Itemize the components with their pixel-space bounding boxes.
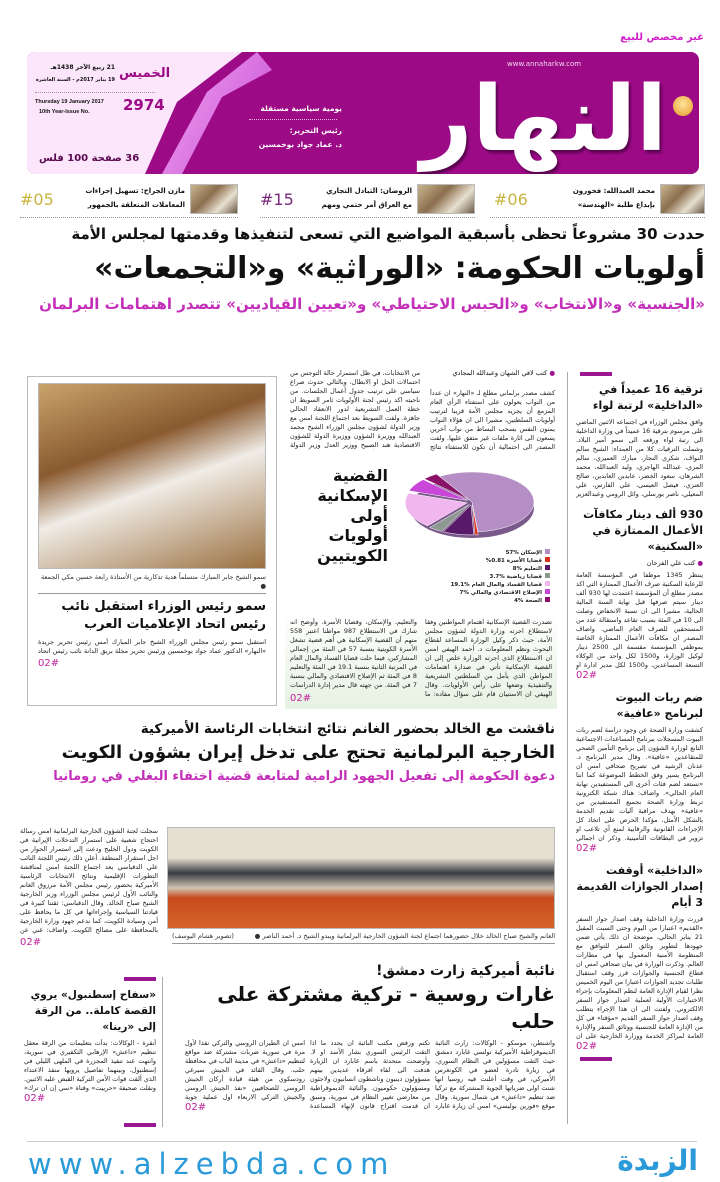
iran-story-ref[interactable]: 02# [20,937,42,948]
pie-slice-label: الإصلاح الاقتصادي والمالي %7 [459,590,542,596]
bullet-icon: ● [695,559,703,567]
istanbul-story-ref[interactable]: 02# [24,1093,46,1104]
right-story [576,690,703,855]
footer-logo: الزبدة [617,1144,698,1177]
pm-story-caption: سمو الشيخ جابر المبارك متسلماً هدية تذكارية من الأستاذة رابعة حسين مكي الجمعة ● [38,573,266,594]
masthead-english-date: Thursday 19 January 2017 [35,99,104,105]
caption-text: الغانم والشيخ صباح الخالد خلال حضورهما اجتماع لجنة الشؤون الخارجية البرلمانية ويبدو الشيخ د. أحمد الناصر [262,932,555,940]
pie-slice-label: قضايا الأسرة 0.81% [485,558,542,564]
masthead-hijri: 21 ربيع الآخر 1438هـ [50,64,115,71]
teasers-row [20,184,705,218]
syria-story [180,962,555,1137]
masthead-day: الخميس [119,66,171,81]
right-story-body: قررت وزارة الداخلية وقف اصدار جواز السفر «القديم» اعتبارا من اليوم وحتى السبت المقبل 21 يناير الحالي، موضحة ان ذلك يأتي ضمن جهودها لتطوير وثائق السفر للتوافق مع المنظومة الأمنية المعمول بها في مطارات العالم. وذكرت الوزارة في بيان صحافي امس ان قطاع الجنسية والجوازات قرر وقف استقبال طلبات تجديد الجوازات اعتبارا من اليوم الخميس نظرا لقيام الإدارة العامة لنظم المعلومات بإجراء الاختبارات الأولية لعملية اصدار جواز السفر الالكتروني. ولفتت الى ان هذا الإجراء يتطلب وقف اصدار جواز السفر القديم «مؤقتا» في كل من الإدارة العامة للجنسية ووثائق السفر والإدارة العامة لمراكز الخدمة ووزارة الخارجية على ان [576,915,703,1040]
pie-slice-label: الصحة %4 [514,598,542,604]
teaser-photo [190,184,238,214]
right-story-headline: ضم ربات البيوت لبرنامج «عافية» [615,691,703,720]
teaser-title: مازن الجراح: تسهيل إجراءات [85,187,185,195]
lead-body-col3: تصدرت القضية الإسكانية اهتمام المواطنين وفقا لاستطلاع اجرته وزارة الدولة لشؤون مجلس الأمة، حيث ذكر وكيل الوزارة المساعد لقطاع البحوث ونظم المعلومات د. أحمد الهيفي امس ان الاستطلاع الذي اجرته الوزارة خلص إلى ان القضية الإسكانية تأتي في صدارة اهتمامات المواطن الذي يأمل من السلطتين التشريعية والتنفيذية وضعها على رأس الأولويات. وقال الهيفي ان الاستبيان قام على سؤال مفاده: ما [425,618,552,698]
masthead-year-issue: 10th Year-Issue No. [39,109,90,115]
right-story-ref[interactable]: 02# [576,1041,598,1052]
teaser-photo [417,184,475,214]
teaser-page-ref: #06 [494,190,528,209]
lead-body-col2: من الانتخابات، في ظل استمرار حالة التوجس من احتمالات الحل او الابطال، وبالتالي حدوث صراع سياسي على ترتيب جدول أعمال الجلسات. من ناحيته اكد رئيس لجنة الأولويات ثامر السويط ان خطة العمل التشريعية لدور الانعقاد الحالي جاهزة. ولفت السويط بعد اجتماع اللجنة امس مع وزير الدولة لشؤون مجلس الوزراء الشيخ محمد العبدالله ووزيرة الشؤون ووزيرة الدولة للشؤون الاقتصادية هند الصبيح ووزير العدل وزير الدولة [290,369,420,449]
right-story-body: كشفت وزارة الصحة عن وجود دراسة لضم ربات البيوت المسجلات ببرنامج المساعدات الاجتماعية التابع لوزارة الشؤون إلى برنامج التأمين الصحي للمتقاعدين «عافية». وقال مدير البرنامج د. عدنان الرشيد في تصريح صحافي امس ان البرنامج يسير وفق الخطط الموضوعة كما اننا «نستعد لضم فئات أخرى الى المستفيدين نهاية العام الحالي». واضاف: هناك شبكة الكترونية تربط وزارة الصحة بجميع المستفيدين من «عافية» بهدف مراقبة آليات تقديم الخدمة بالشكل الأمثل، مؤكدا الحرص على اتخاذ كل الإجراءات القانونية والرقابية لمنع أي تلاعب او تزوير في البطاقات التأمينية. وذكر ان اجمالي [576,726,703,842]
masthead-editor-label: رئيس التحرير: [289,126,342,135]
byline-text: كتب علي الفرحان [646,559,696,567]
pie-slice-label: التعليم %8 [512,566,542,572]
masthead-url[interactable]: www.annaharkw.com [507,60,582,68]
lead-ref[interactable]: 02# [290,693,312,704]
infographic-title: القضية الإسكانية أولى أولويات الكويتيين [317,466,388,565]
lead-body-col4: والتعليم، والإسكان، وقضايا الأسرة. وأوضح انه شارك في الاستطلاع 987 مواطنا اعتبر 558 منهم أن القضية الإسكانية هي أهم قضية تشغل الأسرة الكويتية بنسبة 57 في المئة من إجمالي المشاركين، فيما حلت قضايا الفساد والمال العام في المرتبة الثانية بنسبة 19.1 في المئة والتعليم 8 في المئة ثم الإصلاح الاقتصادي والمالي بنسبة 7 في المئة. من جهته قال مدير إدارة الدراسات [290,618,417,689]
teaser-photo [660,184,705,214]
legend-swatch [545,589,550,594]
right-story-headline: ترقية 16 عميداً في «الداخلية» لرتبة لواء [592,383,703,412]
istanbul-story [20,977,163,1127]
pm-story-photo [38,383,266,569]
date-divider [35,92,155,93]
teaser-sub: بإبداع طلبة «الهندسة» [577,201,655,209]
infographic-pie-chart [392,460,555,610]
right-story-ref[interactable]: 02# [576,670,598,681]
lead-kicker: حددت 30 مشروعاً تحظى بأسبقية المواضيع التي تسعى لتنفيذها وقدمتها لمجلس الأمة [71,225,705,243]
syria-story-col3: امس ان الطيران الروسي والتركي نفذا لأول مرة في سورية ضربات مشتركة ضد مواقع لتنظيم «داعش» في مدينة الباب في محافظة حلب. وقال القائد في الجيش سيرغي رودسكوي من هيئة قيادة أركان الجيش الروسي للصحافيين «نفذ الجيش الروسي والجيش التركي الاربعاء اول عملية جوية [185,1039,305,1101]
right-story-ref[interactable]: 02# [576,843,598,854]
byline-text: كتب لافي الشهان وعبدالله المجادي [452,369,548,377]
legend-swatch [545,573,550,578]
lead-body-col1: كشف مصدر برلماني مطلع لـ «النهار» ان عدداً من النواب يعولون على استفتاء الرأي العام المزمع أن يجريه مجلس الأمة قريبا لترتيب أولويات السلطتين، مشيرا الى ان هؤلاء النواب يمنون النفس بسحب البساط من نواب آخرين يسعون الى اثارة ملفات غير متفق عليها. ولفت المصدر الى احتمالية أن تكون للاستفتاء نتائج [430,389,555,451]
right-story [576,863,703,1053]
iran-story-photo [167,827,555,929]
section-marker [580,372,612,376]
pie-slice-label: قضايا الفساد والمال العام %19.1 [450,582,542,588]
lead-byline [430,369,555,378]
pm-story-headline: سمو رئيس الوزراء استقبل نائب رئيس اتحاد الإعلاميات العرب [61,599,266,632]
masthead-gregorian: 19 يناير 2017م - السنة العاشرة [35,77,115,83]
iran-story-headline: الخارجية البرلمانية تحتج على تدخل إيران بشؤون الكويت [61,742,555,763]
masthead-logo: النهار [420,67,667,172]
masthead-tagline: يومية سياسية مستقلة [260,104,342,113]
teaser-item[interactable] [20,184,238,218]
teaser-sub: مع العراق أمر حتمي ومهم [321,201,412,209]
not-for-sale-note: غير مخصص للبيع [620,32,704,43]
syria-story-kicker: نائبة أميركية زارت دمشق! [376,963,555,979]
syria-story-headline: غارات روسية - تركية مشتركة على حلب [217,982,555,1033]
masthead-editor-name: د. عماد جواد بوخمسين [258,140,342,149]
legend-swatch [545,557,550,562]
syria-story-col1: واشنطن، موسكو - الوكالات: زارت النائبة الديموقراطية الأميركية تولسي غابارد دمشق حيث التقت مسؤولين في النظام السوري، في زيارة نادرة لعضو في الكونغرس الأميركي، في وقت أعلنت فيه روسيا انها شنت اولى ضرباتها الجوية المشتركة مع تركيا ضد تنظيم «داعش» في شمال سورية. وقال موقع «فورين بوليسي» امس ان زيارة غابارد [435,1039,555,1110]
pm-story-body: استقبل سمو رئيس مجلس الوزراء الشيخ جابر المبارك أمس رئيس تحرير جريدة «النهار» الدكتور عماد جواد بوخمسين ورئيس تحرير مجلة بريق الدانة نائب رئيس اتحاد [38,638,266,655]
legend-swatch [545,597,550,602]
lead-subhead: «الجنسية» و«الانتخاب» و«الحبس الاحتياطي» و«تعيين القياديين» تتصدر اهتمامات البرلمان [39,295,705,313]
iran-story-kicker: ناقشت مع الخالد بحضور الغانم نتائج انتخابات الرئاسة الأميركية [140,721,555,737]
syria-story-columns [180,1039,555,1114]
pie-slice-label: الإسكان %57 [505,550,542,556]
teaser-sub: المعاملات المتعلقة بالجمهور [87,201,185,209]
iran-story-body: سجلت لجنة الشؤون الخارجية البرلمانية امس رسالة احتجاج شعبية على استمرار التدخلات الإيرانية في الكويت ودول الخليج ودعت إلى استمرار الحوار من اجل استقرار المنطقة. أعلن ذلك رئيس اللجنة النائب علي الدقباسي بعد اجتماع اللجنة امس لمناقشة التطورات الإقليمية ونتائج الانتخابات الرئاسية الأميركية بحضور رئيس مجلس الأمة مرزوق الغانم والنائب الأول لرئيس مجلس الوزراء وزير الخارجية الشيخ صباح الخالد. وقال الدقباسي: ثقتنا كبيرة في قيادتنا السياسية وإجراءاتها في كل ما يحافظ على أمن وسيادة الكويت، كما ندعم جهود وزارة الخارجية بالمحافظة على مصالح الكويت. واضاف: غني عن [20,827,158,934]
legend-swatch [545,549,550,554]
right-story [576,382,703,499]
section-marker [124,1123,156,1127]
teaser-page-ref: #15 [260,190,294,209]
photo-credit: (تصوير هشام اليوسف) [172,932,234,940]
syria-story-col3-wrap [185,1039,305,1114]
right-story-byline [576,559,703,568]
pm-story [27,376,277,706]
teaser-page-ref: #05 [20,190,54,209]
syria-story-col2: تكتم ورفض مكتب النائبة ان يحدد ما اذا التقت الرئيس السوري بشار الأسد او لا. وأوضحت متحدثة باسم غابارد ان الزيارة هدفت الى لقاء افرقاء عديدين بينهم مسؤولون دينيون وناشطون انسانيون ولاجئون ومسؤولون حكوميون. والنائبة الديموقراطية من معارضي تغيير النظام في سورية، وسبق ان قدمت اقتراح قانون لإنهاء المساعدة [310,1039,430,1110]
teaser-item[interactable] [260,184,475,218]
footer-url[interactable]: www.alzebda.com [28,1147,396,1181]
masthead [27,52,699,174]
istanbul-story-headline: «سفاح إسطنبول» يروي القصة كاملة.. من الرقة إلى «رينا» [30,989,156,1033]
masthead-issue-number: 2974 [123,96,165,114]
section-marker [124,977,156,981]
teaser-title: الروضان: التبادل التجاري [326,187,412,195]
right-story-body: ينتظر 1345 موظفا في المؤسسة العامة للرعاية السكنية صرف الأعمال الممتازة التي اكد مصدر مطلع أن المؤسسة اعتمدت لها 930 ألف دينار سيتم صرفها قبل نهاية السنة المالية الحالية، مشيرا الى ان نسبة الانخفاض وصلت الى 10 في المئة بسبب تقاعد واستقالة عدد من المستحقين للصرف العام الماضي. واضاف المصدر ان مكافآت الأعمال الممتازة الخاصة بموظفي المؤسسة مقسمة الى 2500 دينار لوكيل الوزارة، و1500 لكل واحد من الوكلاء التسعة المساعدين، و1500 لكل مدير ادارة او [576,571,703,669]
istanbul-story-body: أنقرة - الوكالات: بدأت بتعليمات من الرقة معقل تنظيم «داعش» الإرهابي التكفيري في سورية، وانتهت عند تنفيذ المجزرة في الملهى الليلي في إسطنبول، وبينهما تفاصيل يرويها منفذ الاعتداء الذي ألقت قوات الأمن التركية القبض عليه الاثنين. ونقلت صحيفة «حرييت» وقناة «سي إن ان ترك» [24,1039,156,1092]
right-story-headline: «الداخلية» أوقفت إصدار الجوازات القديمة 3 أيام [576,864,703,909]
right-column [567,372,707,1124]
legend-swatch [545,565,550,570]
teaser-item[interactable] [490,184,705,218]
lead-headline-block [20,224,705,364]
pm-story-ref[interactable]: 02# [38,658,60,669]
tagline-divider [249,119,337,120]
sun-emblem-icon [673,96,693,116]
bullet-icon: ● [547,369,555,377]
right-story-headline: 930 ألف دينار مكافآت الأعمال الممتازة في «السكنية» [583,508,703,553]
iran-story-caption: (تصوير هشام اليوسف) الغانم والشيخ صباح الخالد خلال حضورهما اجتماع لجنة الشؤون الخارجية البرلمانية ويبدو الشيخ د. أحمد الناصر ● [172,932,555,944]
pie-slice-label: قضايا رياضية %3.7 [489,574,542,580]
teaser-title: محمد العبدالله: فخورون [572,187,655,195]
caption-text: سمو الشيخ جابر المبارك متسلماً هدية تذكارية من الأستاذة رابعة حسين مكي الجمعة [40,573,266,581]
section-marker [580,1057,612,1061]
footer-divider [27,1141,697,1142]
lead-headline: أولويات الحكومة: «الوراثية» و«التجمعات» [94,251,705,286]
masthead-price: 36 صفحة 100 فلس [39,153,140,164]
right-story [576,507,703,682]
iran-story-headings [20,720,555,824]
syria-story-ref[interactable]: 02# [185,1102,207,1113]
right-story-body: وافق مجلس الوزراء في اجتماعه الاثنين الماضي على مرسوم بترقية 16 عميداً في وزارة الداخلية الى رتبة لواء ورفعه الى سمو أمير البلاد. وشملت الترقيات كلا من العمداء: الشيخ سالم النواف، شكري النجار، مبارك العميري، سالم المري، عبدالله الهاجري، وليد العبدالله، محمد الشرهان، سعود الخضر، عابدين العابدين، صالح العنزي، فيصل العيسى، علي الفارس، علي المعيلي، ناصر بورسلي، وائل الرومي وعبدالعزيز [576,418,703,498]
legend-swatch [545,581,550,586]
iran-story-subhead: دعوة الحكومة إلى تفعيل الجهود الرامية لمتابعة قضية اختفاء البغلي في رومانيا [53,769,555,784]
